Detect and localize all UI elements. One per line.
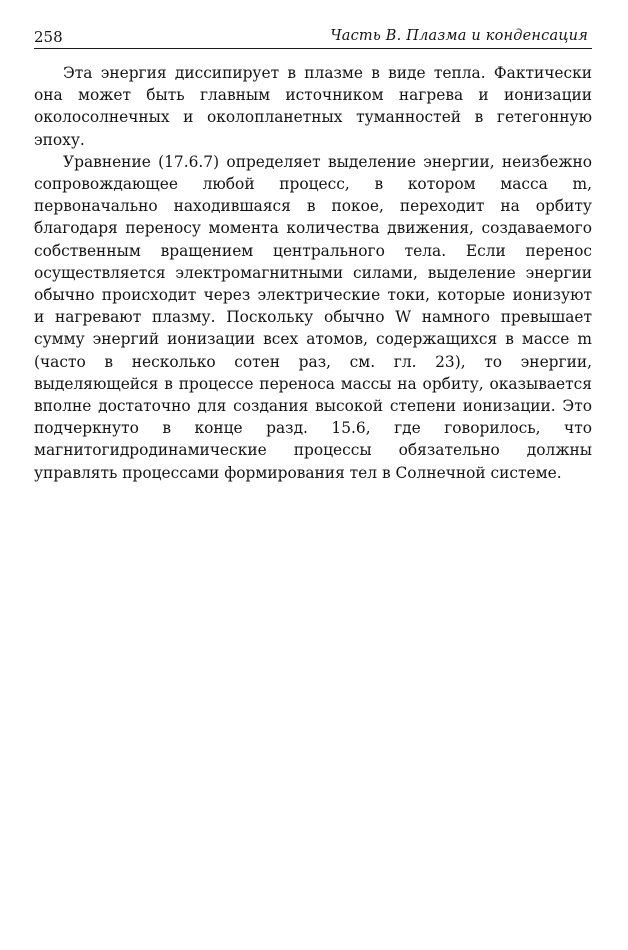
book-page (34, 26, 592, 484)
paragraph-1: Эта энергия диссипирует в плазме в виде тепла. Фактически она может быть главным источником нагрева и ионизации околосолнечных и околопланетных туманностей в гетегонную эпоху. (34, 64, 592, 149)
page-number: 258 (34, 28, 63, 46)
running-title: Часть В. Плазма и конденсация (330, 28, 588, 44)
body-text (34, 62, 592, 484)
page-header (34, 26, 592, 49)
paragraph-2: Уравнение (17.6.7) определяет выделение энергии, неизбежно сопровождающее любой процесс, в котором масса m, первоначально находившаяся в покое, переходит на орбиту благодаря переносу момента количества движения, создаваемого собственным вращением центрального тела. Если перенос осуществляется электромагнитными силами, выделение энергии обычно происходит через электрические токи, которые ионизуют и нагревают плазму. Поскольку обычно W намного превышает сумму энергий ионизации всех атомов, содержащихся в массе m (часто в несколько сотен раз, см. гл. 23), то энергии, выделяющейся в процессе переноса массы на орбиту, оказывается вполне достаточно для создания высокой степени ионизации. Это подчеркнуто в конце разд. 15.6, где говорилось, что магнитогидродинамические процессы обязательно должны управлять процессами формирования тел в Солнечной системе. (34, 152, 592, 482)
